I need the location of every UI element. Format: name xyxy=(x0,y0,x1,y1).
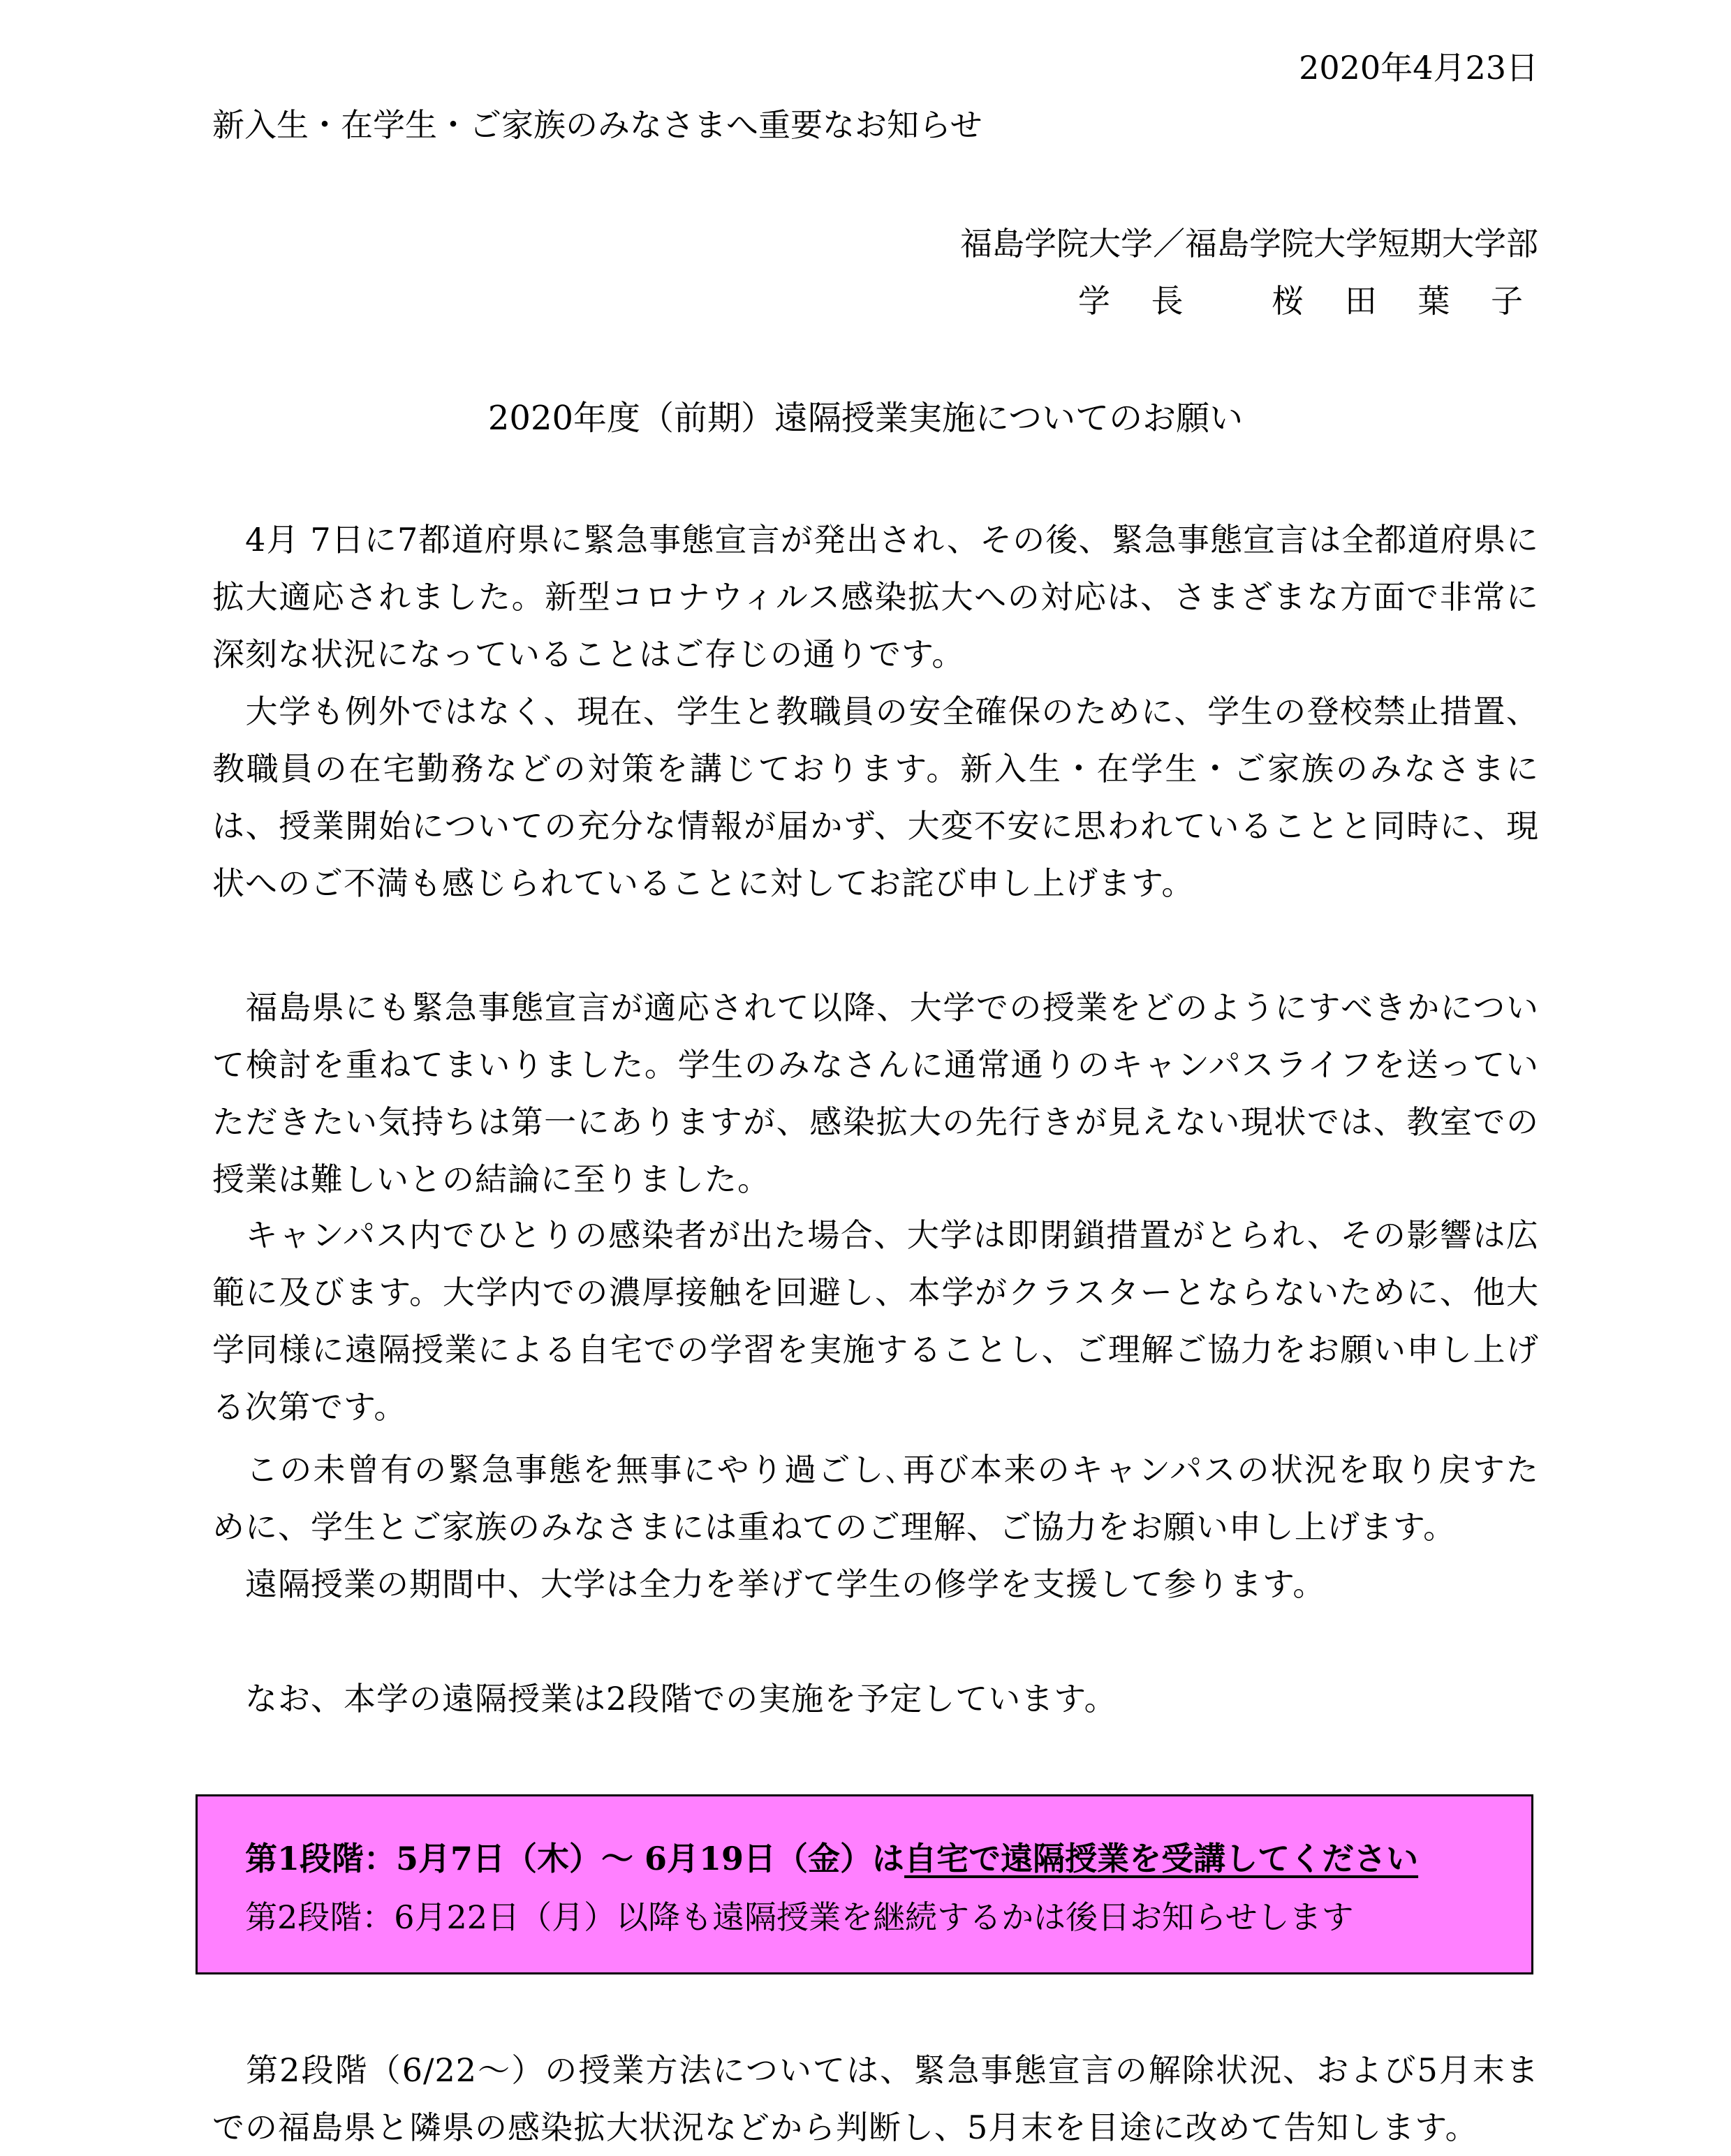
schedule-box xyxy=(196,1794,1533,1974)
stage-1-instruction: 自宅で遠隔授業を受講してください xyxy=(904,1840,1419,1877)
stage-1-period: 第1段階：5月7日（木）～ 6月19日（金）は xyxy=(245,1840,905,1877)
document-date: 2020年4月23日 xyxy=(1299,49,1538,87)
document-title: 2020年度（前期）遠隔授業実施についてのお願い xyxy=(487,399,1244,438)
stage-1-schedule xyxy=(245,1836,1418,1882)
notice-heading: 新入生・在学生・ご家族のみなさまへ重要なお知らせ xyxy=(212,106,982,144)
paragraph-5: この未曾有の緊急事態を無事にやり過ごし､再び本来のキャンパスの状況を取り戻すために、学生とご家族のみなさまには重ねてのご理解、ご協力をお願い申し上げます。 xyxy=(212,1451,1539,1546)
paragraph-2: 大学も例外ではなく、現在、学生と教職員の安全確保のために、学生の登校禁止措置、教職員の在宅勤務などの対策を講じております。新入生・在学生・ご家族のみなさまには、授業開始についての充分な情報が届かず、大変不安に思われていることと同時に、現状へのご不満も感じられていることに対してお詫び申し上げます。 xyxy=(212,693,1539,902)
paragraph-6: 遠隔授業の期間中、大学は全力を挙げて学生の修学を支援して参ります。 xyxy=(212,1565,1326,1603)
paragraph-8: 第2段階（6/22～）の授業方法については、緊急事態宣言の解除状況、および5月末までの福島県と隣県の感染拡大状況などから判断し、5月末を目途に改めて告知します。 xyxy=(212,2051,1539,2146)
paragraph-4: キャンパス内でひとりの感染者が出た場合、大学は即閉鎖措置がとられ、その影響は広範に及びます。大学内での濃厚接触を回避し、本学がクラスターとならないために、他大学同様に遠隔授業による自宅での学習を実施することし、ご理解ご協力をお願い申し上げる次第です。 xyxy=(212,1216,1539,1426)
issuing-organization: 福島学院大学／福島学院大学短期大学部 xyxy=(960,225,1538,263)
paragraph-1: 4月 7日に7都道府県に緊急事態宣言が発出され、その後、緊急事態宣言は全都道府県に拡大適応されました。新型コロナウィルス感染拡大への対応は、さまざまな方面で非常に深刻な状況になっていることはご存じの通りです。 xyxy=(212,521,1539,673)
stage-2-schedule: 第2段階：6月22日（月）以降も遠隔授業を継続するかは後日お知らせします xyxy=(245,1898,1354,1936)
paragraph-7: なお、本学の遠隔授業は2段階での実施を予定しています。 xyxy=(212,1680,1117,1718)
signer-name: 学 長 桜 田 葉 子 xyxy=(1077,282,1538,320)
paragraph-3: 福島県にも緊急事態宣言が適応されて以降、大学での授業をどのようにすべきかについて検討を重ねてまいりました。学生のみなさんに通常通りのキャンパスライフを送っていただきたい気持ちは第一にありますが、感染拡大の先行きが見えない現状では、教室での授業は難しいとの結論に至りました。 xyxy=(212,989,1539,1198)
